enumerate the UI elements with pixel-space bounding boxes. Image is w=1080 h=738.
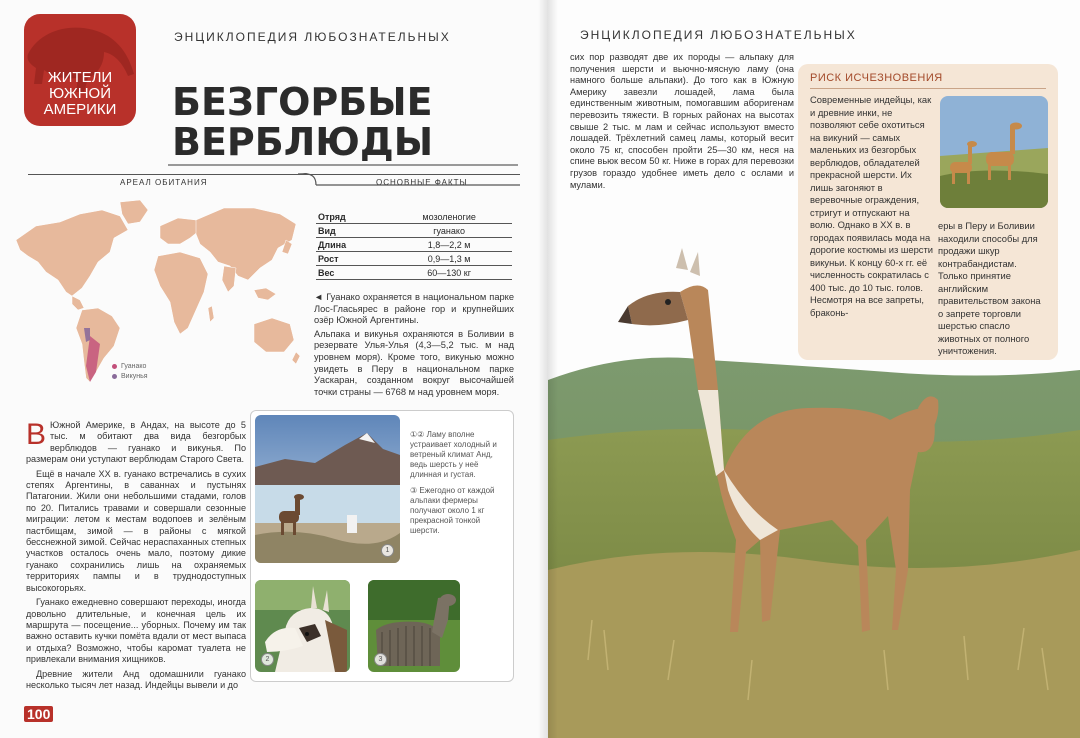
fact-value: 60—130 кг (386, 266, 512, 280)
habitat-note-1: ◄ Гуанако охраняется в национальном парке Лос-Гласьярес в районе гор и крупнейших озёр Южной Аргентины. (314, 292, 514, 326)
risk-title: РИСК ИСЧЕЗНОВЕНИЯ (810, 72, 943, 84)
fact-key: Вес (316, 266, 386, 280)
fact-value: 1,8—2,2 м (386, 238, 512, 252)
article-paragraph-3: Гуанако ежедневно совершают переходы, иногда довольно длительные, и конечная цель их маршрута — посещение... уборных. Почему им так важно оставить кучки помёта вдали от мест выпаса и отдыха? Возможно, чтобы каромат туалета не привлекали внимания хищников. (26, 597, 246, 665)
facts-table (316, 210, 512, 280)
article-paragraph-2: Ещё в начале XX в. гуанако встречались в сухих степях Аргентины, в саваннах и пустынях Патагонии. Жили они небольшими стадами, голов по 20. Питались травами и совершали сезонные миграции: летом к местам водопоев и зелёным пастбищам, зимой — в районы с мягкой бесснежной зимой. Сейчас нераспаханных степных участков осталось очень мало, поэтому дикие гуанако сохранились лишь на охраняемых территориях пампы и в труднодоступных высокогорьях. (26, 468, 246, 593)
facts-row (316, 224, 512, 238)
fact-key: Отряд (316, 210, 386, 224)
fact-value: гуанако (386, 224, 512, 238)
map-legend (112, 362, 148, 382)
risk-text-col-2: еры в Перу и Боливии находили способы для продажи шкур контрабандистам. Только принятие английским правительством закона о запрете торговли шерстью спасло животных от полного уничтожения. (938, 220, 1041, 356)
running-header-right: ЭНЦИКЛОПЕДИЯ ЛЮБОЗНАТЕЛЬНЫХ (580, 28, 857, 42)
article-continued: сих пор разводят две их породы — альпаку для получения шерсти и вьючно-мясную ламу (она намного больше альпаки). До того как в Южную Америку завезли лошадей, лама была единственным животным, помогавшим аборигенам перевозить тяжести. В горных районах на высотах свыше 2 тыс. м лам и сейчас используют вместо лошадей. Трёхлетний самец ламы, который весит около 75 кг, способен пройти 25—30 км, неся на спине вьюк весом 50 кг. Ниже в горах для перевозки грузов гораздо удобнее иметь дело с ослами и мулами. (570, 52, 794, 190)
world-map (10, 196, 300, 386)
habitat-notes (314, 292, 514, 398)
right-page (548, 0, 1080, 738)
legend-item-guanaco: Гуанако (112, 362, 148, 372)
main-article (26, 420, 246, 694)
vicuna-photo (940, 96, 1048, 208)
legend-swatch-guanaco (112, 364, 117, 369)
fact-key: Рост (316, 252, 386, 266)
title-line-2: ВЕРБЛЮДЫ (172, 120, 434, 164)
page-number: 100 (24, 706, 53, 722)
section-badge (24, 14, 136, 126)
section-divider-curve (28, 173, 520, 189)
article-paragraph-4: Древние жители Анд одомашнили гуанако несколько тысяч лет назад. Индейцы вывели и до (26, 668, 246, 690)
photo-alpaca (368, 580, 460, 672)
page-title (172, 82, 433, 162)
photo-llama-head (255, 580, 350, 672)
fact-key: Вид (316, 224, 386, 238)
facts-row (316, 210, 512, 224)
facts-heading: ОСНОВНЫЕ ФАКТЫ (376, 178, 468, 187)
legend-swatch-vicuna (112, 374, 117, 379)
section-headers (28, 174, 520, 191)
risk-text-col-1: Современные индейцы, как и древние инки, не позволяют себе охотиться на викуний — самых маленьких из безгорбых верблюдов, обладателей прекрасной шерсти. Их лишь загоняют в веревочные ограждения, стригут и отпускают на волю. Однако в XX в. в городах появилась мода на дорогие костюмы из шерсти викуньи. К концу 60-х гг. её численность сократилась с 400 тыс. до 10 тыс. голов. Несмотря на все запреты, браконь- (810, 94, 934, 318)
badge-label: ЖИТЕЛИ ЮЖНОЙ АМЕРИКИ (43, 69, 117, 118)
facts-row (316, 238, 512, 252)
photo-captions (410, 430, 505, 542)
fact-value: 0,9—1,3 м (386, 252, 512, 266)
caption-1: ①② Ламу вполне устраивает холодный и ветреный климат Анд, ведь шерсть у неё длинная и густая. (410, 430, 497, 479)
photo-number-1: 1 (381, 544, 394, 557)
title-line-1: БЕЗГОРБЫЕ (172, 80, 433, 124)
article-paragraph-1: Южной Америке, в Андах, на высоте до 5 тыс. м обитают два вида безгорбых верблюдов — гуанако и викунья. По размерам они уступают верблюдам Старого Света. (26, 420, 246, 465)
fact-key: Длина (316, 238, 386, 252)
drop-cap: В (26, 418, 47, 451)
photo-number-3: 3 (374, 653, 387, 666)
photo-llama-lake (255, 415, 400, 563)
legend-item-vicuna: Викунья (112, 372, 148, 382)
fact-value: мозоленогие (386, 210, 512, 224)
extinction-risk-box (798, 64, 1058, 360)
habitat-note-2: Альпака и викунья охраняются в Боливии в резервате Улья-Улья (4,3—5,2 тыс. м над уровнем моря). Кроме того, викунью можно увидеть в Перу в национальном парке Уаскаран, созданном вокруг высочайшей точки страны — 6768 м над уровнем моря. (314, 328, 514, 397)
caption-2: ③ Ежегодно от каждой альпаки фермеры получают около 1 кг прекрасной тонкой шерсти. (410, 486, 495, 535)
facts-row (316, 252, 512, 266)
running-header: ЭНЦИКЛОПЕДИЯ ЛЮБОЗНАТЕЛЬНЫХ (174, 30, 451, 44)
facts-row (316, 266, 512, 280)
photo-number-2: 2 (261, 653, 274, 666)
habitat-heading: АРЕАЛ ОБИТАНИЯ (120, 178, 208, 187)
risk-divider (810, 88, 1046, 89)
title-divider (168, 164, 518, 166)
